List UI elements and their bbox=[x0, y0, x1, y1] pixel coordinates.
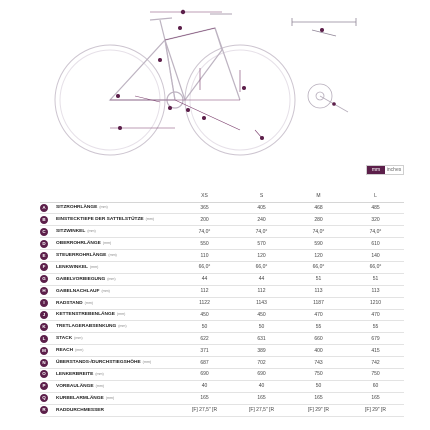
row-unit: (mm) bbox=[75, 348, 84, 353]
table-row bbox=[40, 285, 404, 297]
value-cell: 40 bbox=[233, 380, 290, 392]
row-key-cell bbox=[40, 273, 54, 285]
value-cell: 113 bbox=[347, 285, 404, 297]
unit-toggle bbox=[366, 165, 404, 175]
row-label: STACK bbox=[56, 336, 73, 342]
value-cell: 470 bbox=[347, 309, 404, 321]
row-label: TRETLAGERABSENKUNG bbox=[56, 324, 117, 330]
value-cell: 690 bbox=[176, 368, 233, 380]
value-cell: 44 bbox=[233, 273, 290, 285]
table-row bbox=[40, 261, 404, 273]
row-unit: (mm) bbox=[107, 276, 116, 281]
value-cell: 50 bbox=[233, 321, 290, 333]
value-cell: 470 bbox=[290, 309, 347, 321]
value-cell: 450 bbox=[233, 309, 290, 321]
value-cell: 112 bbox=[176, 285, 233, 297]
table-row bbox=[40, 345, 404, 357]
value-cell: 113 bbox=[290, 285, 347, 297]
table-header-row bbox=[40, 190, 404, 202]
row-unit: (mm) bbox=[74, 336, 83, 341]
value-cell: 66,0° bbox=[233, 261, 290, 273]
value-cell: 400 bbox=[290, 345, 347, 357]
row-unit: (mm) bbox=[102, 241, 112, 246]
table-row bbox=[40, 214, 404, 226]
row-unit: (mm) bbox=[84, 300, 93, 305]
crankset-detail bbox=[308, 84, 348, 112]
dimension-key-badge: A bbox=[40, 204, 48, 212]
value-cell: 51 bbox=[290, 273, 347, 285]
row-key-cell bbox=[40, 321, 54, 333]
value-cell: 570 bbox=[233, 238, 290, 250]
value-cell: 110 bbox=[176, 250, 233, 262]
row-key-cell bbox=[40, 380, 54, 392]
row-name-cell bbox=[54, 285, 176, 297]
dimension-key-badge: K bbox=[40, 323, 48, 331]
value-cell: 44 bbox=[176, 273, 233, 285]
table-row bbox=[40, 250, 404, 262]
row-unit: (mm) bbox=[108, 253, 117, 257]
row-label: GABELNACHLAUF bbox=[56, 288, 100, 294]
row-key-cell bbox=[40, 297, 54, 309]
row-key-cell bbox=[40, 368, 54, 380]
value-cell: 51 bbox=[347, 273, 404, 285]
handlebar-detail bbox=[292, 18, 356, 36]
unit-inches-button[interactable]: inches bbox=[386, 167, 402, 173]
dimension-key-badge: J bbox=[40, 311, 48, 319]
row-name-cell bbox=[54, 238, 176, 250]
dimension-key-badge: I bbox=[40, 299, 48, 307]
table-row bbox=[40, 392, 404, 404]
dimension-key-badge: M bbox=[40, 347, 48, 355]
row-name-cell bbox=[54, 333, 176, 345]
size-header: L bbox=[347, 190, 404, 202]
value-cell: 240 bbox=[233, 214, 290, 226]
value-cell: 1143 bbox=[233, 297, 290, 309]
dimension-key-badge: E bbox=[40, 252, 48, 260]
row-key-cell bbox=[40, 238, 54, 250]
row-key-cell bbox=[40, 261, 54, 273]
value-cell: 165 bbox=[290, 392, 347, 404]
value-cell: [F] 29" [R bbox=[290, 404, 347, 416]
row-name-cell bbox=[54, 250, 176, 262]
value-cell: 60 bbox=[347, 380, 404, 392]
dimension-key-badge: N bbox=[40, 359, 48, 367]
row-key-cell bbox=[40, 309, 54, 321]
size-header: M bbox=[290, 190, 347, 202]
bike-geometry-diagram bbox=[0, 0, 430, 160]
row-unit: (mm) bbox=[118, 324, 127, 329]
row-name-cell bbox=[54, 226, 176, 238]
row-name-cell bbox=[54, 380, 176, 392]
row-key-cell bbox=[40, 226, 54, 238]
row-name-cell bbox=[54, 357, 176, 369]
value-cell: 389 bbox=[233, 345, 290, 357]
dimension-key-badge: Q bbox=[40, 394, 48, 402]
dimension-markers bbox=[116, 10, 264, 140]
value-cell: 750 bbox=[347, 368, 404, 380]
dimension-key-badge: P bbox=[40, 382, 48, 390]
value-cell: 50 bbox=[290, 380, 347, 392]
value-cell: 550 bbox=[176, 238, 233, 250]
value-cell: 165 bbox=[347, 392, 404, 404]
value-cell: 55 bbox=[290, 321, 347, 333]
row-label: REACH bbox=[56, 348, 74, 354]
geometry-table bbox=[40, 190, 404, 417]
table-row bbox=[40, 333, 404, 345]
value-cell: 750 bbox=[290, 368, 347, 380]
row-key-cell bbox=[40, 333, 54, 345]
value-cell: 590 bbox=[290, 238, 347, 250]
value-cell: 40 bbox=[176, 380, 233, 392]
value-cell: 120 bbox=[290, 250, 347, 262]
row-unit: (mm) bbox=[101, 288, 110, 293]
table-row bbox=[40, 368, 404, 380]
header-name-cell bbox=[54, 190, 176, 202]
row-name-cell bbox=[54, 404, 176, 416]
row-label: RADSTAND bbox=[56, 300, 83, 306]
value-cell: 415 bbox=[347, 345, 404, 357]
row-label: KURBELARMLÄNGE bbox=[56, 395, 104, 401]
dimension-key-badge: O bbox=[40, 370, 48, 378]
value-cell: 660 bbox=[290, 333, 347, 345]
row-name-cell bbox=[54, 273, 176, 285]
value-cell: 371 bbox=[176, 345, 233, 357]
row-key-cell bbox=[40, 202, 54, 214]
row-label: OBERROHRLÄNGE bbox=[56, 241, 101, 247]
row-label: ÜBERSTANDS-/DURCHSTIEGSHÖHE bbox=[56, 360, 141, 366]
value-cell: 74,0° bbox=[290, 226, 347, 238]
row-label: SITZROHRLÄNGE bbox=[56, 205, 98, 211]
value-cell: 450 bbox=[176, 309, 233, 321]
dimension-key-badge: G bbox=[40, 275, 48, 283]
row-label: STEUERROHRLÄNGE bbox=[56, 253, 107, 258]
row-name-cell bbox=[54, 345, 176, 357]
dimension-key-badge: L bbox=[40, 335, 48, 343]
row-label: LENKWINKEL bbox=[56, 264, 88, 270]
row-key-cell bbox=[40, 285, 54, 297]
row-name-cell bbox=[54, 392, 176, 404]
row-unit: (mm) bbox=[142, 360, 152, 365]
value-cell: 165 bbox=[233, 392, 290, 404]
table-row bbox=[40, 321, 404, 333]
value-cell: 74,0° bbox=[233, 226, 290, 238]
row-label: EINSTECKTIEFE DER SATTELSTÜTZE bbox=[56, 217, 144, 223]
value-cell: 1122 bbox=[176, 297, 233, 309]
row-name-cell bbox=[54, 321, 176, 333]
dimension-key-badge: F bbox=[40, 263, 48, 271]
value-cell: 66,0° bbox=[290, 261, 347, 273]
value-cell: 702 bbox=[233, 357, 290, 369]
value-cell: 74,0° bbox=[176, 226, 233, 238]
row-unit: (mm) bbox=[116, 312, 126, 317]
value-cell: [F] 29" [R bbox=[347, 404, 404, 416]
table-row bbox=[40, 238, 404, 250]
value-cell: 120 bbox=[233, 250, 290, 262]
dimension-key-badge: R bbox=[40, 406, 48, 414]
size-header: S bbox=[233, 190, 290, 202]
value-cell: 743 bbox=[290, 357, 347, 369]
row-label: KETTENSTREBENLÄNGE bbox=[56, 312, 115, 318]
value-cell: 631 bbox=[233, 333, 290, 345]
value-cell: 365 bbox=[176, 202, 233, 214]
row-name-cell bbox=[54, 309, 176, 321]
row-key-cell bbox=[40, 404, 54, 416]
row-name-cell bbox=[54, 214, 176, 226]
value-cell: 679 bbox=[347, 333, 404, 345]
dimension-key-badge: C bbox=[40, 228, 48, 236]
row-unit: (mm) bbox=[145, 217, 154, 222]
value-cell: [F] 27,5" [R bbox=[176, 404, 233, 416]
table-row bbox=[40, 226, 404, 238]
value-cell: 1187 bbox=[290, 297, 347, 309]
value-cell: 74,0° bbox=[347, 226, 404, 238]
value-cell: 1210 bbox=[347, 297, 404, 309]
row-unit: (mm) bbox=[95, 371, 104, 376]
value-cell: 280 bbox=[290, 214, 347, 226]
value-cell: 405 bbox=[233, 202, 290, 214]
value-cell: 622 bbox=[176, 333, 233, 345]
table-row bbox=[40, 404, 404, 416]
row-key-cell bbox=[40, 357, 54, 369]
value-cell: 687 bbox=[176, 357, 233, 369]
header-key-cell bbox=[40, 190, 54, 202]
row-name-cell bbox=[54, 261, 176, 273]
row-unit: (mm) bbox=[95, 383, 104, 388]
value-cell: 112 bbox=[233, 285, 290, 297]
value-cell: 485 bbox=[347, 202, 404, 214]
row-unit: (mm) bbox=[99, 205, 108, 210]
row-key-cell bbox=[40, 345, 54, 357]
dimension-key-badge: D bbox=[40, 240, 48, 248]
row-name-cell bbox=[54, 202, 176, 214]
row-name-cell bbox=[54, 297, 176, 309]
row-label: GABELVORBIEGUNG bbox=[56, 276, 106, 282]
value-cell: 66,0° bbox=[347, 261, 404, 273]
row-label: SITZWINKEL bbox=[56, 229, 86, 235]
row-label: LENKERBREITE bbox=[56, 371, 94, 377]
value-cell: 66,0° bbox=[176, 261, 233, 273]
value-cell: 140 bbox=[347, 250, 404, 262]
dimension-key-badge: B bbox=[40, 216, 48, 224]
value-cell: 742 bbox=[347, 357, 404, 369]
row-name-cell bbox=[54, 368, 176, 380]
row-label: VORBAULÄNGE bbox=[56, 383, 94, 389]
value-cell: 50 bbox=[176, 321, 233, 333]
row-unit: (mm) bbox=[105, 395, 115, 400]
row-label: RADDURCHMESSER bbox=[56, 407, 104, 413]
row-unit: (mm) bbox=[89, 264, 99, 269]
table-row bbox=[40, 357, 404, 369]
value-cell: 468 bbox=[290, 202, 347, 214]
row-unit: (mm) bbox=[87, 229, 96, 234]
value-cell: 55 bbox=[347, 321, 404, 333]
value-cell: 690 bbox=[233, 368, 290, 380]
table-row bbox=[40, 202, 404, 214]
row-key-cell bbox=[40, 214, 54, 226]
table-row bbox=[40, 380, 404, 392]
row-key-cell bbox=[40, 250, 54, 262]
bike-frame bbox=[110, 14, 240, 108]
table-row bbox=[40, 273, 404, 285]
row-key-cell bbox=[40, 392, 54, 404]
value-cell: 200 bbox=[176, 214, 233, 226]
value-cell: 610 bbox=[347, 238, 404, 250]
size-header: XS bbox=[176, 190, 233, 202]
unit-mm-button[interactable]: mm bbox=[367, 166, 385, 174]
value-cell: 165 bbox=[176, 392, 233, 404]
dimension-key-badge: H bbox=[40, 287, 48, 295]
table-row bbox=[40, 297, 404, 309]
table-row bbox=[40, 309, 404, 321]
value-cell: [F] 27,5" [R bbox=[233, 404, 290, 416]
value-cell: 320 bbox=[347, 214, 404, 226]
